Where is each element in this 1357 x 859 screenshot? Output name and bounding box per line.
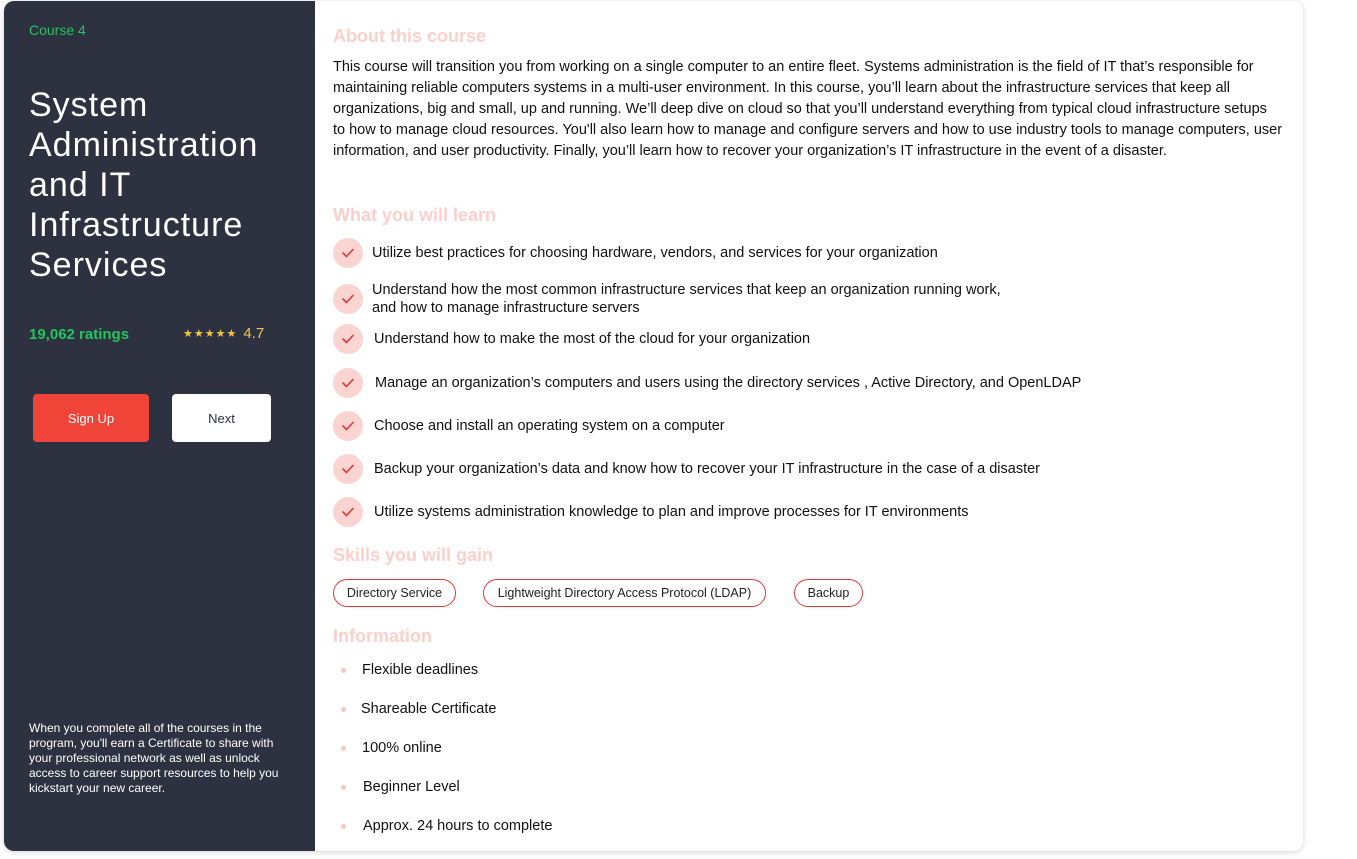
learn-item-text: Understand how the most common infrastructure services that keep an organization running work, and how to manage infrastructure servers: [372, 282, 1001, 316]
next-button[interactable]: Next: [172, 394, 271, 442]
learn-item-text: Understand how to make the most of the cloud for your organization: [374, 331, 811, 347]
skills-heading: Skills you will gain: [333, 545, 494, 565]
about-heading: About this course: [333, 26, 487, 46]
main-content: [333, 1, 1288, 851]
info-item: 100% online: [333, 740, 442, 756]
information-heading: Information: [333, 626, 432, 646]
learn-item: [333, 238, 1283, 268]
skill-chip[interactable]: Backup: [794, 579, 863, 607]
learn-item: [333, 411, 1283, 441]
skill-chip[interactable]: Lightweight Directory Access Protocol (LDAP): [483, 579, 766, 607]
learn-heading: What you will learn: [333, 205, 497, 225]
bullet-icon: [341, 824, 346, 829]
bullet-icon: [341, 746, 346, 751]
ratings-count: 19,062 ratings: [29, 326, 130, 343]
learn-item: [333, 281, 1283, 317]
about-text: This course will transition you from working on a single computer to an entire fleet. Systems administration is the field of IT that’s responsible for maintaining reliable computers systems in a multi-user environment. In this course, you’ll learn about the infrastructure services that keep all organizations, big and small, up and running. We’ll deep dive on cloud so that you’ll understand everything from typical cloud infrastructure setups to how to manage cloud resources. You'll also learn how to manage and configure servers and how to use industry tools to manage computers, user information, and user productivity. Finally, you’ll learn how to recover your organization’s IT infrastructure in the event of a disaster.: [333, 59, 1283, 159]
learn-item-text: Manage an organization’s computers and users using the directory services , Active Directory, and OpenLDAP: [375, 375, 1082, 391]
rating: [183, 325, 264, 342]
check-icon: [333, 324, 363, 354]
check-icon: [333, 368, 363, 398]
learn-item-text: Choose and install an operating system on a computer: [374, 418, 725, 434]
check-icon: [333, 238, 363, 268]
learn-item: [333, 324, 1283, 354]
learn-item-text: Utilize best practices for choosing hardware, vendors, and services for your organization: [372, 245, 938, 261]
bullet-icon: [341, 785, 346, 790]
certificate-note: When you complete all of the courses in the program, you'll earn a Certificate to share with your professional network as well as unlock access to career support resources to help you kickstart your new career.: [29, 721, 279, 795]
info-item: Flexible deadlines: [333, 662, 478, 678]
sign-up-button[interactable]: Sign Up: [33, 394, 149, 442]
course-card: [4, 1, 1303, 851]
check-icon: [333, 284, 363, 314]
info-item: Beginner Level: [333, 779, 460, 795]
info-item: Shareable Certificate: [333, 701, 496, 717]
star-icon: ★★★★★: [183, 328, 238, 340]
learn-item-text: Utilize systems administration knowledge to plan and improve processes for IT environments: [374, 504, 969, 520]
learn-item: [333, 368, 1283, 398]
course-label: Course 4: [29, 22, 86, 38]
info-item: Approx. 24 hours to complete: [333, 818, 552, 834]
check-icon: [333, 411, 363, 441]
learn-item-text: Backup your organization’s data and know how to recover your IT infrastructure in the case of a disaster: [374, 461, 1041, 477]
check-icon: [333, 497, 363, 527]
learn-item: [333, 497, 1283, 527]
learn-item: [333, 454, 1283, 484]
course-title: System Administration and IT Infrastructure Services: [29, 86, 259, 284]
sidebar: [4, 1, 315, 851]
rating-value: 4.7: [243, 325, 265, 342]
bullet-icon: [341, 707, 346, 712]
bullet-icon: [341, 668, 346, 673]
skill-chip[interactable]: Directory Service: [333, 579, 456, 607]
check-icon: [333, 454, 363, 484]
